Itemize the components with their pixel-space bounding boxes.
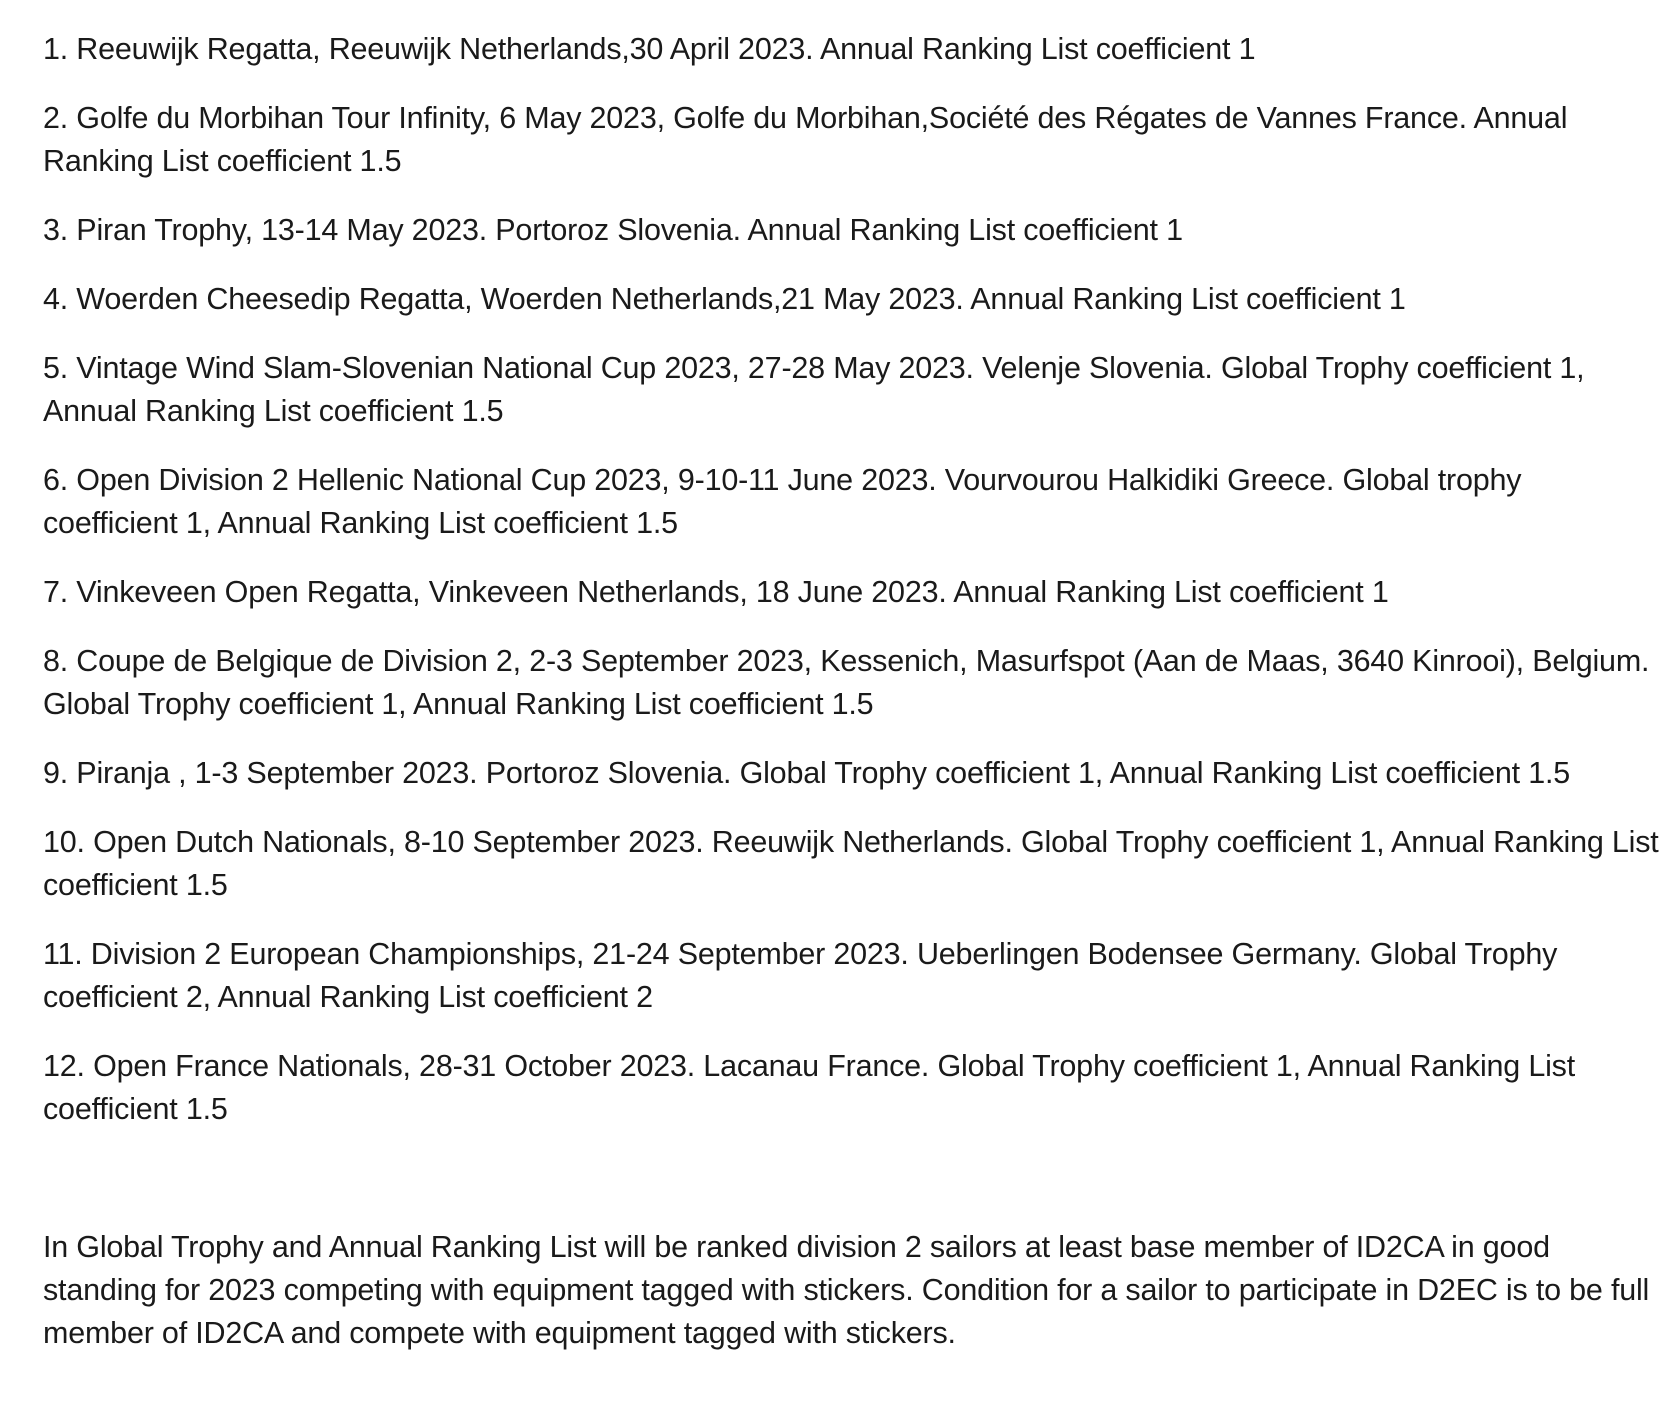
event-item: 12. Open France Nationals, 28-31 October 2023. Lacanau France. Global Trophy coefficient 1, Annual Ranking List coefficient 1.5 xyxy=(43,1049,1575,1126)
event-item: 3. Piran Trophy, 13-14 May 2023. Portoroz Slovenia. Annual Ranking List coefficient 1 xyxy=(43,213,1183,247)
event-list xyxy=(43,28,1663,1131)
event-item: 4. Woerden Cheesedip Regatta, Woerden Netherlands,21 May 2023. Annual Ranking List coefficient 1 xyxy=(43,282,1406,316)
event-item: 5. Vintage Wind Slam-Slovenian National Cup 2023, 27-28 May 2023. Velenje Slovenia. Global Trophy coefficient 1, Annual Ranking List coefficient 1.5 xyxy=(43,351,1585,428)
event-item: 2. Golfe du Morbihan Tour Infinity, 6 May 2023, Golfe du Morbihan,Société des Régates de Vannes France. Annual Ranking List coefficient 1.5 xyxy=(43,101,1568,178)
document-body xyxy=(43,28,1663,1355)
event-item: 1. Reeuwijk Regatta, Reeuwijk Netherlands,30 April 2023. Annual Ranking List coefficient 1 xyxy=(43,32,1256,66)
event-item: 7. Vinkeveen Open Regatta, Vinkeveen Netherlands, 18 June 2023. Annual Ranking List coefficient 1 xyxy=(43,575,1389,609)
event-item: 11. Division 2 European Championships, 21-24 September 2023. Ueberlingen Bodensee Germany. Global Trophy coefficient 2, Annual Ranking List coefficient 2 xyxy=(43,937,1558,1014)
eligibility-note: In Global Trophy and Annual Ranking List will be ranked division 2 sailors at least base member of ID2CA in good standing for 2023 competing with equipment tagged with stickers. Condition for a sailor to participate in D2EC is to be full member of ID2CA and compete with equipment tagged with stickers. xyxy=(43,1230,1650,1350)
event-item: 9. Piranja , 1-3 September 2023. Portoroz Slovenia. Global Trophy coefficient 1, Annual Ranking List coefficient 1.5 xyxy=(43,756,1571,790)
event-item: 6. Open Division 2 Hellenic National Cup 2023, 9-10-11 June 2023. Vourvourou Halkidiki Greece. Global trophy coefficient 1, Annual Ranking List coefficient 1.5 xyxy=(43,463,1522,540)
event-item: 10. Open Dutch Nationals, 8-10 September 2023. Reeuwijk Netherlands. Global Trophy coefficient 1, Annual Ranking List coefficient 1.5 xyxy=(43,825,1659,902)
event-item: 8. Coupe de Belgique de Division 2, 2-3 September 2023, Kessenich, Masurfspot (Aan de Maas, 3640 Kinrooi), Belgium. Global Trophy coefficient 1, Annual Ranking List coefficient 1.5 xyxy=(43,644,1650,721)
